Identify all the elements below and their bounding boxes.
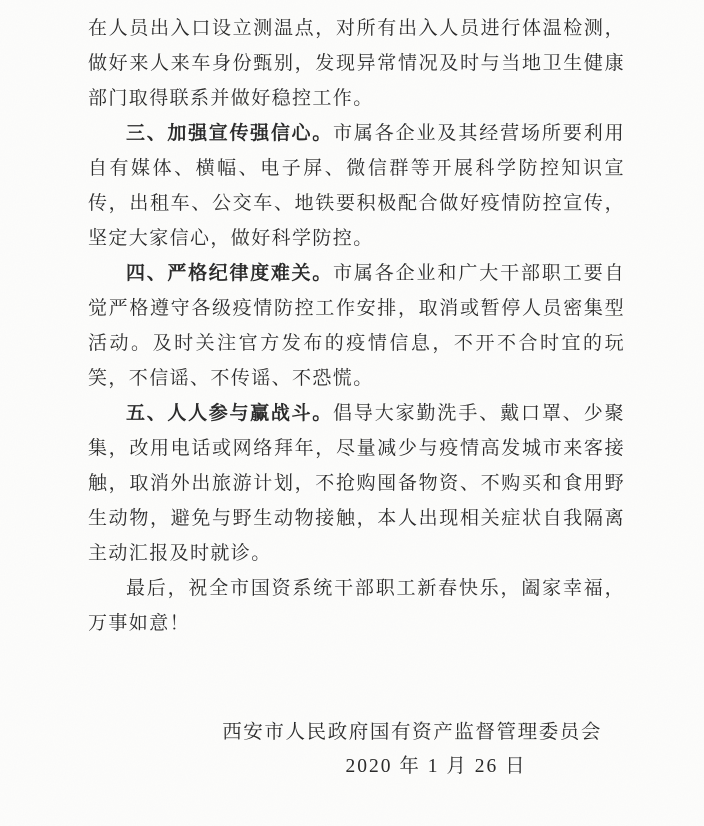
paragraph-lead: 三、加强宣传强信心。 [126, 123, 333, 144]
signature-block [222, 716, 602, 784]
paragraph-text: 市属各企业及其经营场所要利用自有媒体、横幅、电子屏、微信群等开展科学防控知识宣传，出租车、公交车、地铁要积极配合做好疫情防控宣传，坚定大家信心，做好科学防控。 [88, 123, 625, 249]
signature-date: 2020 年 1 月 26 日 [345, 756, 527, 777]
paragraph-lead: 五、人人参与赢战斗。 [126, 403, 333, 424]
paragraph-text: 在人员出入口设立测温点，对所有出入人员进行体温检测，做好来人来车身份甄别，发现异常情况及时与当地卫生健康部门取得联系并做好稳控工作。 [88, 18, 625, 109]
paragraph-text: 市属各企业和广大干部职工要自觉严格遵守各级疫情防控工作安排，取消或暂停人员密集型活动。及时关注官方发布的疫情信息，不开不合时宜的玩笑，不信谣、不传谣、不恐慌。 [88, 263, 625, 389]
paragraph-text: 倡导大家勤洗手、戴口罩、少聚集，改用电话或网络拜年，尽量减少与疫情高发城市来客接触，取消外出旅游计划，不抢购囤备物资、不购买和食用野生动物，避免与野生动物接触，本人出现相关症状自我隔离主动汇报及时就诊。 [88, 403, 625, 564]
paragraph-section-5 [88, 396, 625, 571]
document-body [88, 11, 625, 641]
paragraph-section-4 [88, 256, 625, 396]
signature-organization: 西安市人民政府国有资产监督管理委员会 [222, 722, 602, 743]
paragraph-continuation [88, 11, 625, 116]
paragraph-text: 最后，祝全市国资系统干部职工新春快乐，阖家幸福，万事如意！ [88, 578, 625, 634]
paragraph-section-3 [88, 116, 625, 256]
paragraph-closing [88, 571, 625, 641]
paragraph-lead: 四、严格纪律度难关。 [126, 263, 333, 284]
